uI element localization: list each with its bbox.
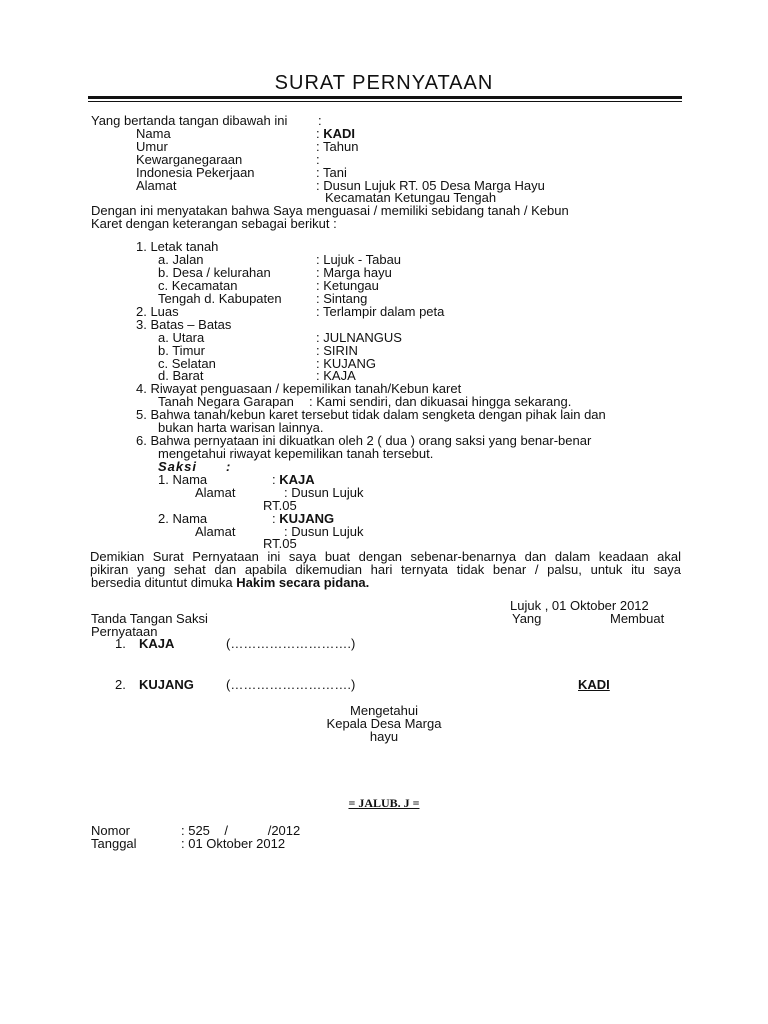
identity-value-umur: : Tahun [316, 139, 359, 154]
closing-line-3: bersedia dituntut dimuka Hakim secara pidana. [91, 575, 370, 590]
item-4-heading: 4. Riwayat penguasaan / kepemilikan tanah/Kebun karet [136, 381, 462, 396]
witness-1-alamat-value: : Dusun Lujuk [284, 485, 364, 500]
saksi-colon: : [226, 459, 231, 474]
witness-1-rt: RT.05 [263, 498, 297, 513]
signature-1-name: KAJA [139, 636, 175, 651]
border-label-utara: a. Utara [158, 330, 205, 345]
border-value-selatan: : KUJANG [316, 356, 376, 371]
signature-2-number: 2. [115, 677, 126, 692]
document-title: SURAT PERNYATAAN [274, 72, 494, 94]
location-value-jalan: : Lujuk - Tabau [316, 252, 402, 267]
closing-line-2: pikiran yang sehat dan apabila dikemudian hari ternyata tidak benar / palsu, untuk itu saya [90, 562, 681, 577]
identity-label-pekerjaan: Indonesia Pekerjaan [136, 165, 255, 180]
declarant-name: KADI [578, 677, 610, 692]
location-label-jalan: a. Jalan [158, 252, 204, 267]
mengetahui-label: Mengetahui [350, 703, 418, 718]
item-1-heading: 1. Letak tanah [136, 239, 219, 254]
location-label-kecamatan: c. Kecamatan [158, 278, 238, 293]
nomor-value: : 525 / /2012 [181, 823, 301, 838]
witness-2-alamat-label: Alamat [195, 524, 236, 539]
border-value-timur: : SIRIN [316, 343, 358, 358]
signature-pernyataan: Pernyataan [91, 624, 158, 639]
identity-value-kewarganegaraan: : [316, 152, 320, 167]
nomor-label: Nomor [91, 823, 131, 838]
statement-line-2: Karet dengan keterangan sebagai berikut : [91, 216, 337, 231]
witness-1-name: : KAJA [272, 472, 315, 487]
identity-label-alamat: Alamat [136, 178, 177, 193]
signature-2-name: KUJANG [139, 677, 194, 692]
border-label-timur: b. Timur [158, 343, 205, 358]
identity-value-nama: : KADI [316, 126, 356, 141]
location-value-kecamatan: : Ketungau [316, 278, 379, 293]
signature-1-number: 1. [115, 636, 126, 651]
kepala-desa-line-2: hayu [369, 729, 399, 744]
witness-2-name: : KUJANG [272, 511, 335, 526]
intro-text: Yang bertanda tangan dibawah ini [91, 113, 288, 128]
signature-2-line: (……………………….) [226, 677, 356, 692]
item-2-value: : Terlampir dalam peta [316, 304, 445, 319]
identity-address-line2: Kecamatan Ketungau Tengah [325, 190, 497, 205]
location-label-desa: b. Desa / kelurahan [158, 265, 271, 280]
witness-2-number-label: 2. Nama [158, 511, 208, 526]
tanggal-value: : 01 Oktober 2012 [181, 836, 286, 851]
signature-membuat: Membuat [610, 611, 665, 626]
border-label-selatan: c. Selatan [158, 356, 216, 371]
identity-label-kewarganegaraan: Kewarganegaraan [136, 152, 243, 167]
title-rule-thick [88, 96, 682, 99]
kepala-desa-line-1: Kepala Desa Marga [326, 716, 442, 731]
item-3-heading: 3. Batas – Batas [136, 317, 232, 332]
witness-2-alamat-value: : Dusun Lujuk [284, 524, 364, 539]
closing-line-1: Demikian Surat Pernyataan ini saya buat dengan sebenar-benarnya dan dalam keadaan akal [90, 549, 681, 564]
tanggal-label: Tanggal [91, 836, 137, 851]
witness-2-rt: RT.05 [263, 536, 297, 551]
witness-1-number-label: 1. Nama [158, 472, 208, 487]
title-rule-thin [88, 101, 682, 102]
item-2-heading: 2. Luas [136, 304, 179, 319]
border-label-barat: d. Barat [158, 368, 204, 383]
border-value-barat: : KAJA [316, 368, 356, 383]
item-5-line-2: bukan harta warisan lainnya. [158, 420, 324, 435]
witness-1-alamat-label: Alamat [195, 485, 236, 500]
signature-yang: Yang [512, 611, 542, 626]
place-date: Lujuk , 01 Oktober 2012 [510, 598, 649, 613]
statement-line-1: Dengan ini menyatakan bahwa Saya menguasai / memiliki sebidang tanah / Kebun [91, 203, 569, 218]
item-6-line-1: 6. Bahwa pernyataan ini dikuatkan oleh 2 ( dua ) orang saksi yang benar-benar [136, 433, 592, 448]
location-label-kabupaten: Tengah d. Kabupaten [158, 291, 282, 306]
item-6-line-2: mengetahui riwayat kepemilikan tanah tersebut. [158, 446, 434, 461]
item-5-line-1: 5. Bahwa tanah/kebun karet tersebut tidak dalam sengketa dengan pihak lain dan [136, 407, 606, 422]
location-value-kabupaten: : Sintang [316, 291, 368, 306]
item-4-value: : Kami sendiri, dan dikuasai hingga sekarang. [309, 394, 572, 409]
border-value-utara: : JULNANGUS [316, 330, 402, 345]
identity-label-umur: Umur [136, 139, 168, 154]
signature-witness-label: Tanda Tangan Saksi [91, 611, 208, 626]
identity-label-nama: Nama [136, 126, 171, 141]
item-4-label: Tanah Negara Garapan [158, 394, 294, 409]
identity-value-alamat: : Dusun Lujuk RT. 05 Desa Marga Hayu [316, 178, 545, 193]
saksi-heading: Saksi [158, 459, 197, 474]
intro-colon: : [318, 113, 322, 128]
location-value-desa: : Marga hayu [316, 265, 392, 280]
signature-1-line: (……………………….) [226, 636, 356, 651]
kepala-desa-name: = JALUB. J = [348, 796, 420, 810]
identity-value-pekerjaan: : Tani [316, 165, 347, 180]
